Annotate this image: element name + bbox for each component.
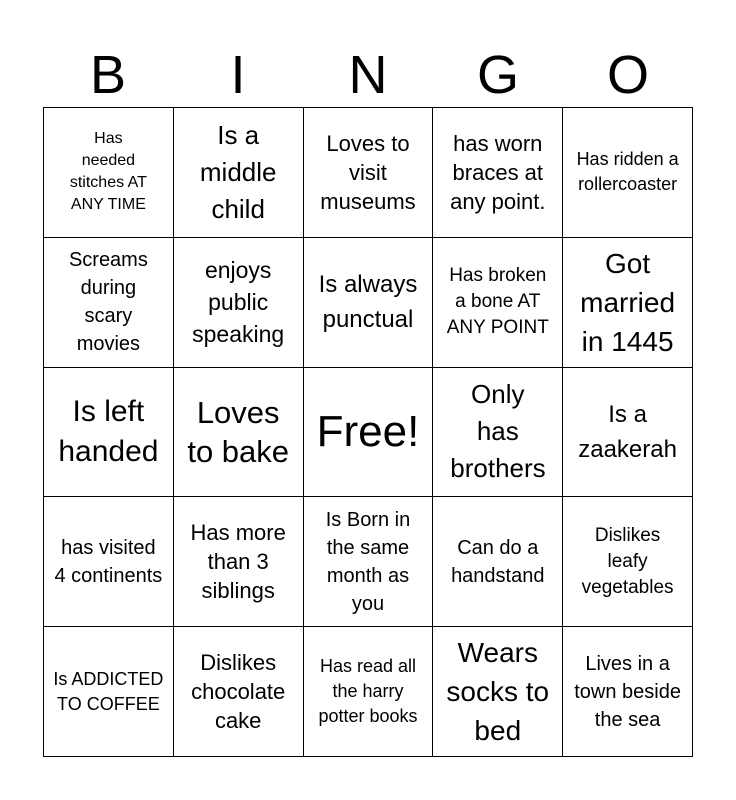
bingo-cell[interactable] <box>563 238 693 368</box>
bingo-cell-text: Wears socks to bed <box>446 637 550 747</box>
bingo-cell[interactable] <box>174 497 304 627</box>
bingo-cell-text: Loves to bake <box>187 394 290 469</box>
bingo-cell-text: has visited 4 continents <box>54 536 163 587</box>
bingo-cell[interactable] <box>433 108 563 238</box>
bingo-cell-text: Is a middle child <box>199 119 277 224</box>
bingo-cell[interactable] <box>44 238 174 368</box>
bingo-cell[interactable] <box>304 497 434 627</box>
bingo-cell[interactable] <box>304 238 434 368</box>
bingo-cell-text: Is always punctual <box>318 271 418 334</box>
bingo-cell-text: Can do a handstand <box>451 536 545 587</box>
bingo-cell[interactable] <box>433 497 563 627</box>
bingo-cell-text: Has ridden a rollercoaster <box>576 149 679 195</box>
bingo-cell[interactable] <box>433 368 563 498</box>
bingo-cell[interactable] <box>563 497 693 627</box>
bingo-cell-text: Got married in 1445 <box>580 247 676 357</box>
bingo-cell-text: enjoys public speaking <box>192 257 285 348</box>
bingo-cell[interactable] <box>433 238 563 368</box>
bingo-cell[interactable] <box>304 108 434 238</box>
bingo-cell-text: Only has brothers <box>450 379 546 484</box>
bingo-cell-text: Is a zaakerah <box>578 400 677 463</box>
bingo-cell-text: Is Born in the same month as you <box>325 508 411 615</box>
header-letter-n: N <box>348 45 388 105</box>
bingo-cell-text: Is ADDICTED TO COFFEE <box>53 668 164 714</box>
bingo-cell-text: Lives in a town beside the sea <box>574 652 681 731</box>
bingo-cell[interactable] <box>563 108 693 238</box>
bingo-cell[interactable] <box>563 368 693 498</box>
bingo-cell-text: Dislikes leafy vegetables <box>581 524 674 598</box>
bingo-card-grid <box>43 107 693 757</box>
header-letter-o: O <box>606 45 649 105</box>
bingo-cell[interactable] <box>44 627 174 757</box>
bingo-cell[interactable] <box>174 238 304 368</box>
bingo-cell[interactable] <box>174 368 304 498</box>
bingo-cell[interactable] <box>563 627 693 757</box>
bingo-cell-text: has worn braces at any point. <box>450 130 546 214</box>
header-letter-g: G <box>476 45 519 105</box>
bingo-cell[interactable] <box>174 108 304 238</box>
bingo-cell-text: Has broken a bone AT ANY POINT <box>446 265 549 339</box>
bingo-cell-text: Loves to visit museums <box>320 130 416 214</box>
bingo-cell[interactable] <box>304 627 434 757</box>
bingo-cell-text: Has more than 3 siblings <box>190 520 286 604</box>
bingo-cell[interactable] <box>44 108 174 238</box>
bingo-cell[interactable] <box>433 627 563 757</box>
free-space-text: Free! <box>316 406 420 456</box>
bingo-cell-text: Dislikes chocolate cake <box>191 650 286 734</box>
bingo-cell-text: Is left handed <box>58 394 159 468</box>
bingo-cell[interactable] <box>174 627 304 757</box>
bingo-cell-text: Has read all the harry potter books <box>318 656 418 727</box>
bingo-cell[interactable] <box>44 497 174 627</box>
bingo-header <box>43 44 693 106</box>
bingo-cell-free[interactable] <box>304 368 434 498</box>
bingo-cell-text: Screams during scary movies <box>68 249 148 356</box>
header-letter-b: B <box>89 45 127 105</box>
bingo-cell[interactable] <box>44 368 174 498</box>
header-letter-i: I <box>230 45 246 105</box>
bingo-cell-text: Has needed stitches AT ANY TIME <box>69 130 147 214</box>
